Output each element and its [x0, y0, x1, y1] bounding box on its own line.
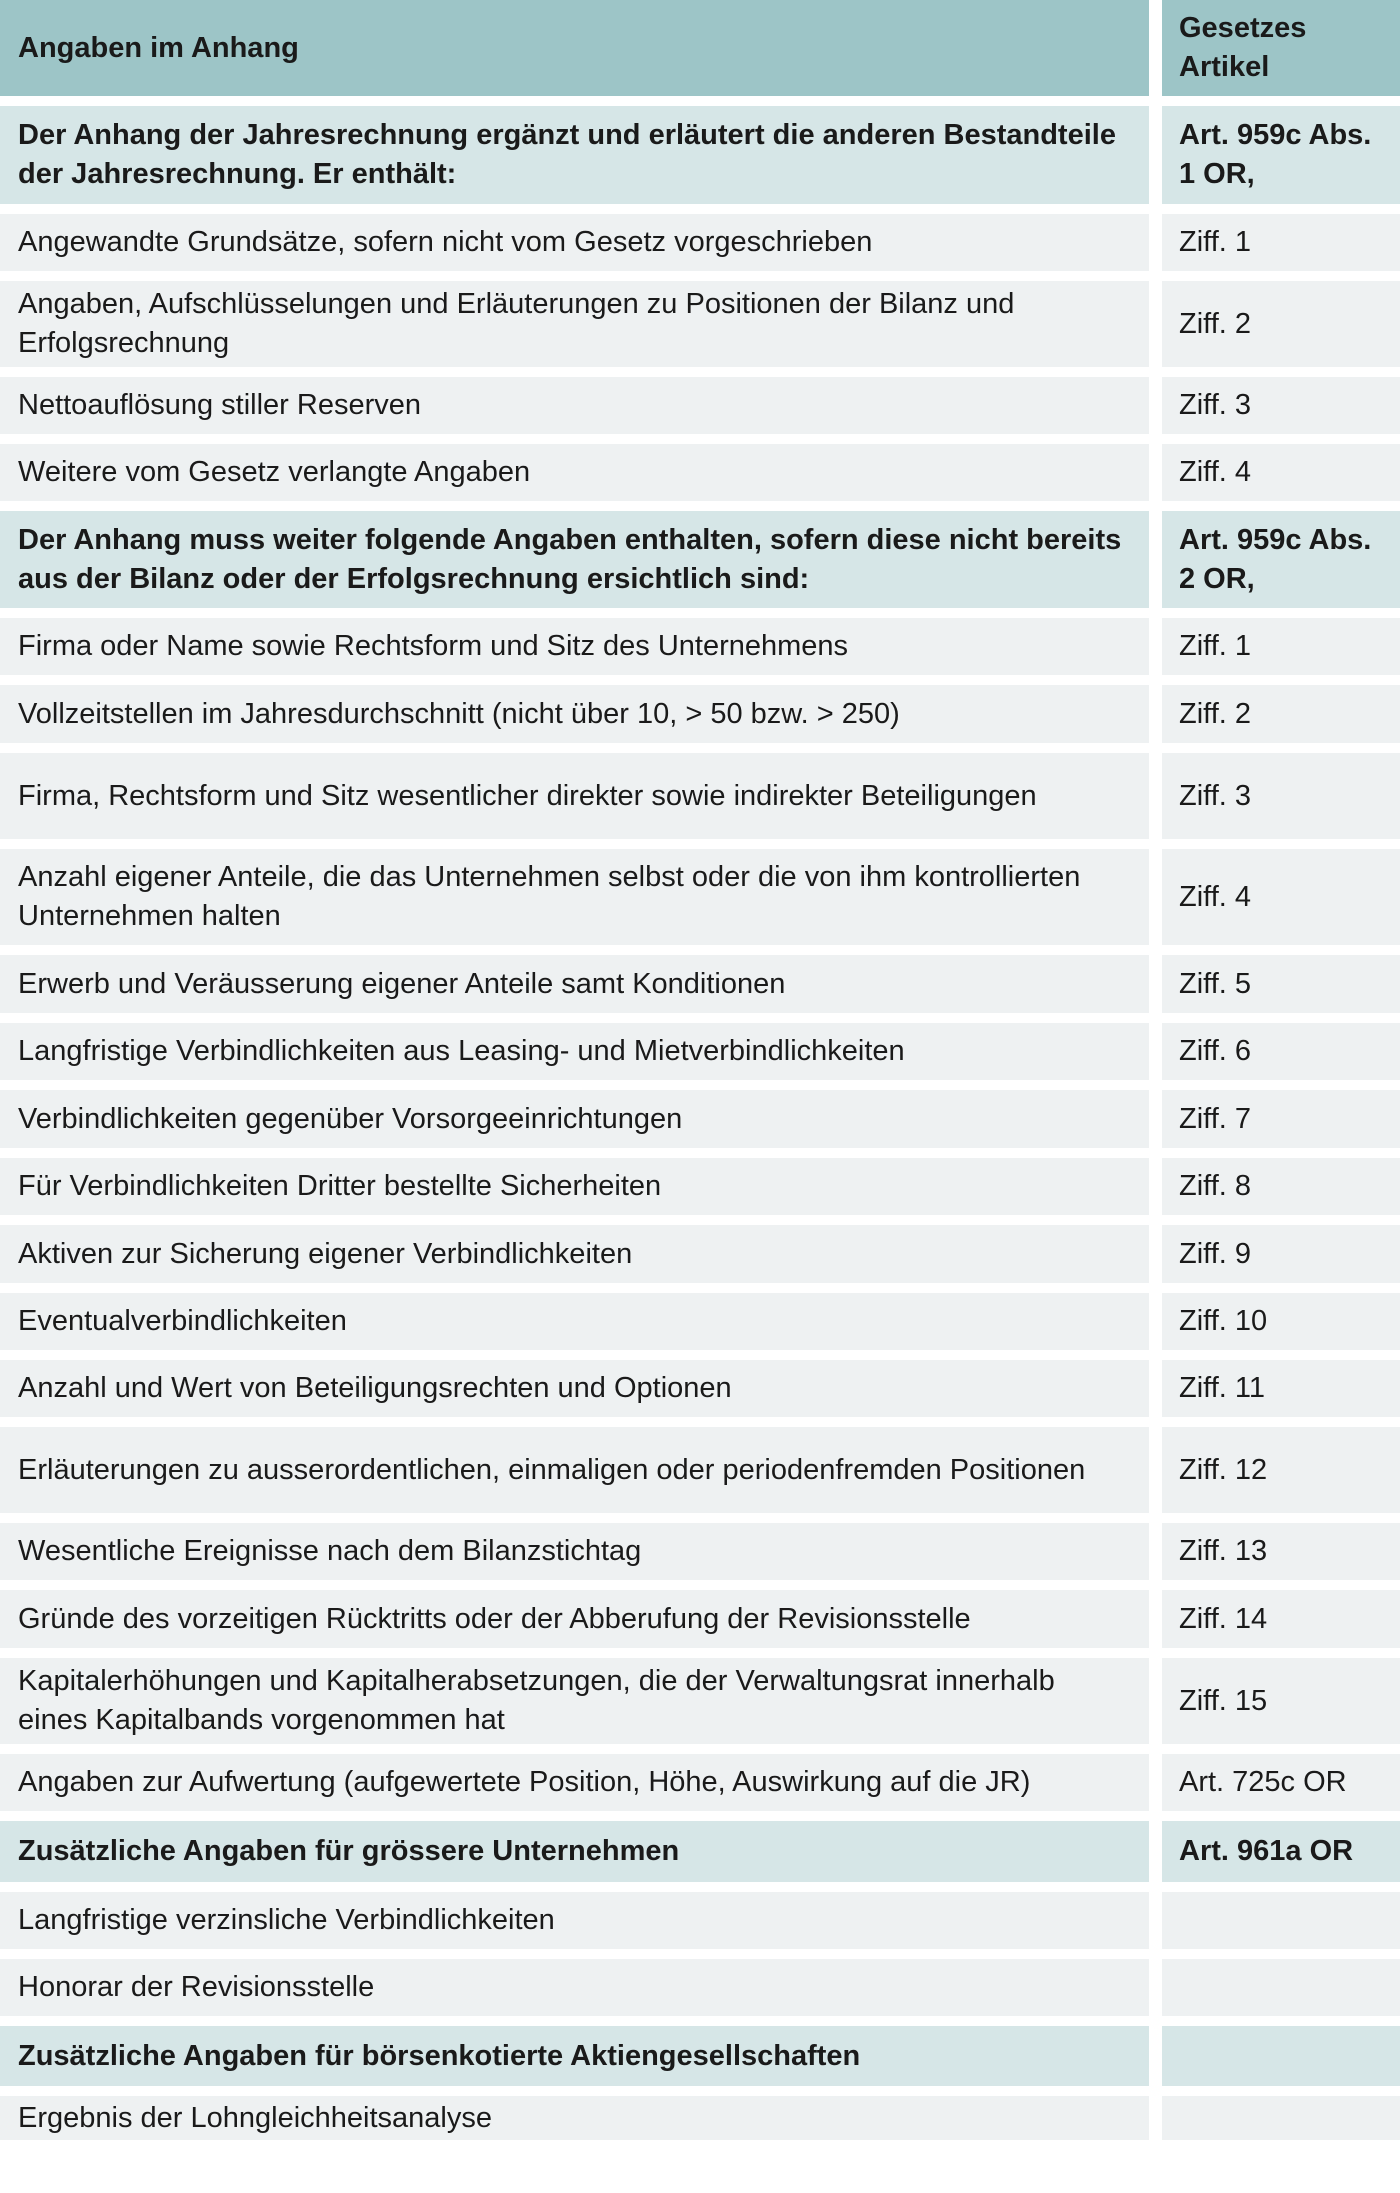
table-row-text: Firma, Rechtsform und Sitz wesentlicher direkter sowie indirekter Beteiligungen: [0, 753, 1149, 839]
table-row-article: Ziff. 8: [1162, 1158, 1400, 1215]
table-row-text: Verbindlichkeiten gegenüber Vorsorgeeinrichtungen: [0, 1090, 1149, 1148]
header-col-right: Gesetzes Artikel: [1162, 0, 1400, 96]
table-row-article: Ziff. 1: [1162, 214, 1400, 271]
table-row-article: Ziff. 11: [1162, 1360, 1400, 1417]
table-row-text: Aktiven zur Sicherung eigener Verbindlichkeiten: [0, 1225, 1149, 1283]
table-row-article: Ziff. 6: [1162, 1023, 1400, 1080]
table-row-text: Für Verbindlichkeiten Dritter bestellte Sicherheiten: [0, 1158, 1149, 1215]
table-row-text: Firma oder Name sowie Rechtsform und Sitz des Unternehmens: [0, 618, 1149, 675]
table-row-text: Nettoauflösung stiller Reserven: [0, 377, 1149, 434]
table-row-article: Ziff. 14: [1162, 1590, 1400, 1648]
table-row-article: Ziff. 3: [1162, 753, 1400, 839]
table-row-text: Angaben zur Aufwertung (aufgewertete Position, Höhe, Auswirkung auf die JR): [0, 1754, 1149, 1811]
table-row-text: Weitere vom Gesetz verlangte Angaben: [0, 444, 1149, 501]
section-heading: Der Anhang muss weiter folgende Angaben enthalten, sofern diese nicht bereits aus der Bilanz oder der Erfolgsrechnung ersichtlich sind:: [0, 511, 1149, 608]
table-row-article: Ziff. 1: [1162, 618, 1400, 675]
table-row-text: Anzahl und Wert von Beteiligungsrechten und Optionen: [0, 1360, 1149, 1417]
table-row-text: Wesentliche Ereignisse nach dem Bilanzstichtag: [0, 1523, 1149, 1580]
table-row-article: [1162, 1959, 1400, 2016]
table-row-text: Eventualverbindlichkeiten: [0, 1293, 1149, 1350]
table-row-article: Ziff. 10: [1162, 1293, 1400, 1350]
table-row-text: Honorar der Revisionsstelle: [0, 1959, 1149, 2016]
table-row-text: Vollzeitstellen im Jahresdurchschnitt (nicht über 10, > 50 bzw. > 250): [0, 685, 1149, 743]
table-row-text: Langfristige verzinsliche Verbindlichkeiten: [0, 1892, 1149, 1949]
table-row-text: Angewandte Grundsätze, sofern nicht vom Gesetz vorgeschrieben: [0, 214, 1149, 271]
section-heading: Zusätzliche Angaben für börsenkotierte Aktiengesellschaften: [0, 2026, 1149, 2086]
section-heading: Der Anhang der Jahresrechnung ergänzt und erläutert die anderen Bestandteile der Jahresrechnung. Er enthält:: [0, 106, 1149, 204]
table-row-article: Ziff. 4: [1162, 849, 1400, 945]
table-row-article: Art. 959c Abs. 1 OR,: [1162, 106, 1400, 204]
section-heading: Zusätzliche Angaben für grössere Unternehmen: [0, 1821, 1149, 1882]
table-row-article: Ziff. 2: [1162, 685, 1400, 743]
table-row-text: Gründe des vorzeitigen Rücktritts oder der Abberufung der Revisionsstelle: [0, 1590, 1149, 1648]
table-row-article: Art. 725c OR: [1162, 1754, 1400, 1811]
table-row-article: Ziff. 12: [1162, 1427, 1400, 1513]
table-row-text: Angaben, Aufschlüsselungen und Erläuterungen zu Positionen der Bilanz und Erfolgsrechnung: [0, 281, 1149, 367]
table-row-text: Kapitalerhöhungen und Kapitalherabsetzungen, die der Verwaltungsrat innerhalb eines Kapitalbands vorgenommen hat: [0, 1658, 1149, 1744]
table-row-article: Ziff. 13: [1162, 1523, 1400, 1580]
table-row-article: [1162, 2096, 1400, 2140]
table-row-article: Art. 959c Abs. 2 OR,: [1162, 511, 1400, 608]
table-row-text: Erwerb und Veräusserung eigener Anteile samt Konditionen: [0, 955, 1149, 1013]
table-row-text: Erläuterungen zu ausserordentlichen, einmaligen oder periodenfremden Positionen: [0, 1427, 1149, 1513]
table-row-article: Ziff. 7: [1162, 1090, 1400, 1148]
table-row-article: Ziff. 4: [1162, 444, 1400, 501]
table-row-text: Langfristige Verbindlichkeiten aus Leasing- und Mietverbindlichkeiten: [0, 1023, 1149, 1080]
table-row-article: Art. 961a OR: [1162, 1821, 1400, 1882]
table-row-article: Ziff. 3: [1162, 377, 1400, 434]
header-col-left: Angaben im Anhang: [0, 0, 1149, 96]
table-row-article: [1162, 1892, 1400, 1949]
table-row-article: Ziff. 2: [1162, 281, 1400, 367]
table-row-article: [1162, 2026, 1400, 2086]
table-row-text: Anzahl eigener Anteile, die das Unternehmen selbst oder die von ihm kontrollierten Unternehmen halten: [0, 849, 1149, 945]
table-row-article: Ziff. 5: [1162, 955, 1400, 1013]
table-row-article: Ziff. 15: [1162, 1658, 1400, 1744]
table-row-article: Ziff. 9: [1162, 1225, 1400, 1283]
table-row-text: Ergebnis der Lohngleichheitsanalyse: [0, 2096, 1149, 2140]
